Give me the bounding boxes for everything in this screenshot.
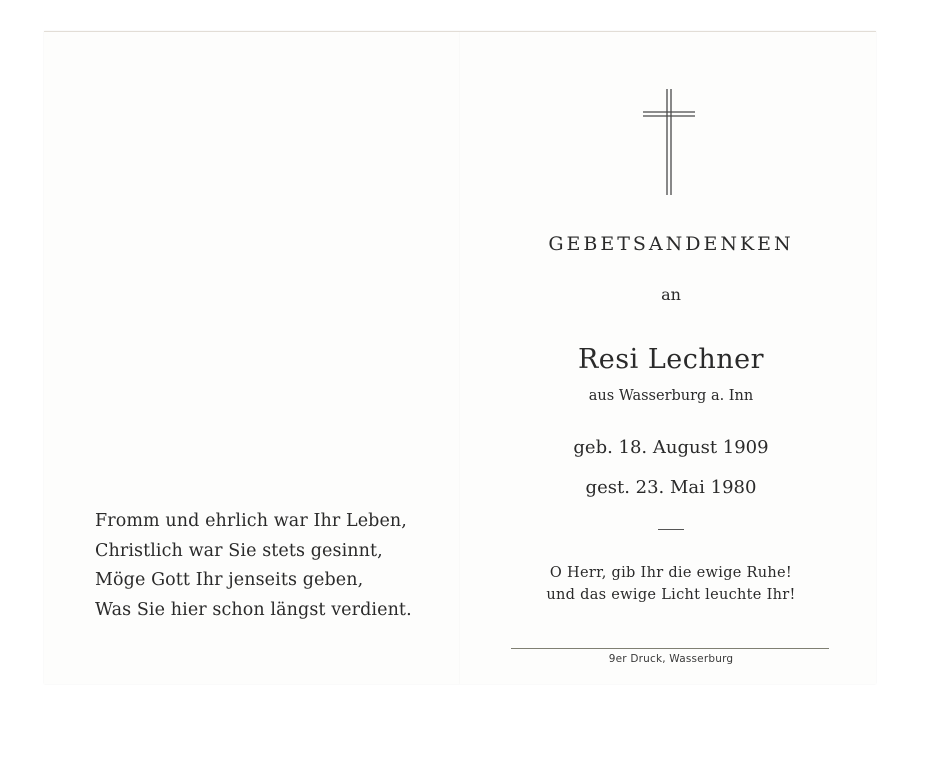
card-heading: GEBETSANDENKEN bbox=[548, 233, 794, 255]
printer-imprint: 9er Druck, Wasserburg bbox=[608, 653, 734, 665]
poem-line-3: Möge Gott Ihr jenseits geben, bbox=[95, 570, 364, 590]
prayer-line-2: und das ewige Licht leuchte Ihr! bbox=[546, 587, 796, 603]
card-top-edge bbox=[44, 31, 876, 32]
death-date: gest. 23. Mai 1980 bbox=[585, 477, 757, 498]
poem-line-4: Was Sie hier schon längst verdient. bbox=[95, 599, 412, 620]
cross-icon bbox=[643, 89, 695, 195]
preposition-text: an bbox=[661, 285, 681, 304]
memorial-poem bbox=[95, 507, 412, 625]
poem-line-1: Fromm und ehrlich war Ihr Leben, bbox=[95, 511, 407, 531]
card-fold bbox=[459, 32, 460, 684]
deceased-name: Resi Lechner bbox=[577, 344, 765, 375]
birth-date: geb. 18. August 1909 bbox=[573, 437, 769, 458]
poem-line-2: Christlich war Sie stets gesinnt, bbox=[95, 540, 383, 561]
deceased-origin: aus Wasserburg a. Inn bbox=[588, 388, 754, 404]
separator-dash bbox=[658, 529, 684, 530]
prayer-text bbox=[512, 562, 830, 606]
footer-rule bbox=[511, 648, 829, 649]
prayer-line-1: O Herr, gib Ihr die ewige Ruhe! bbox=[549, 565, 793, 581]
